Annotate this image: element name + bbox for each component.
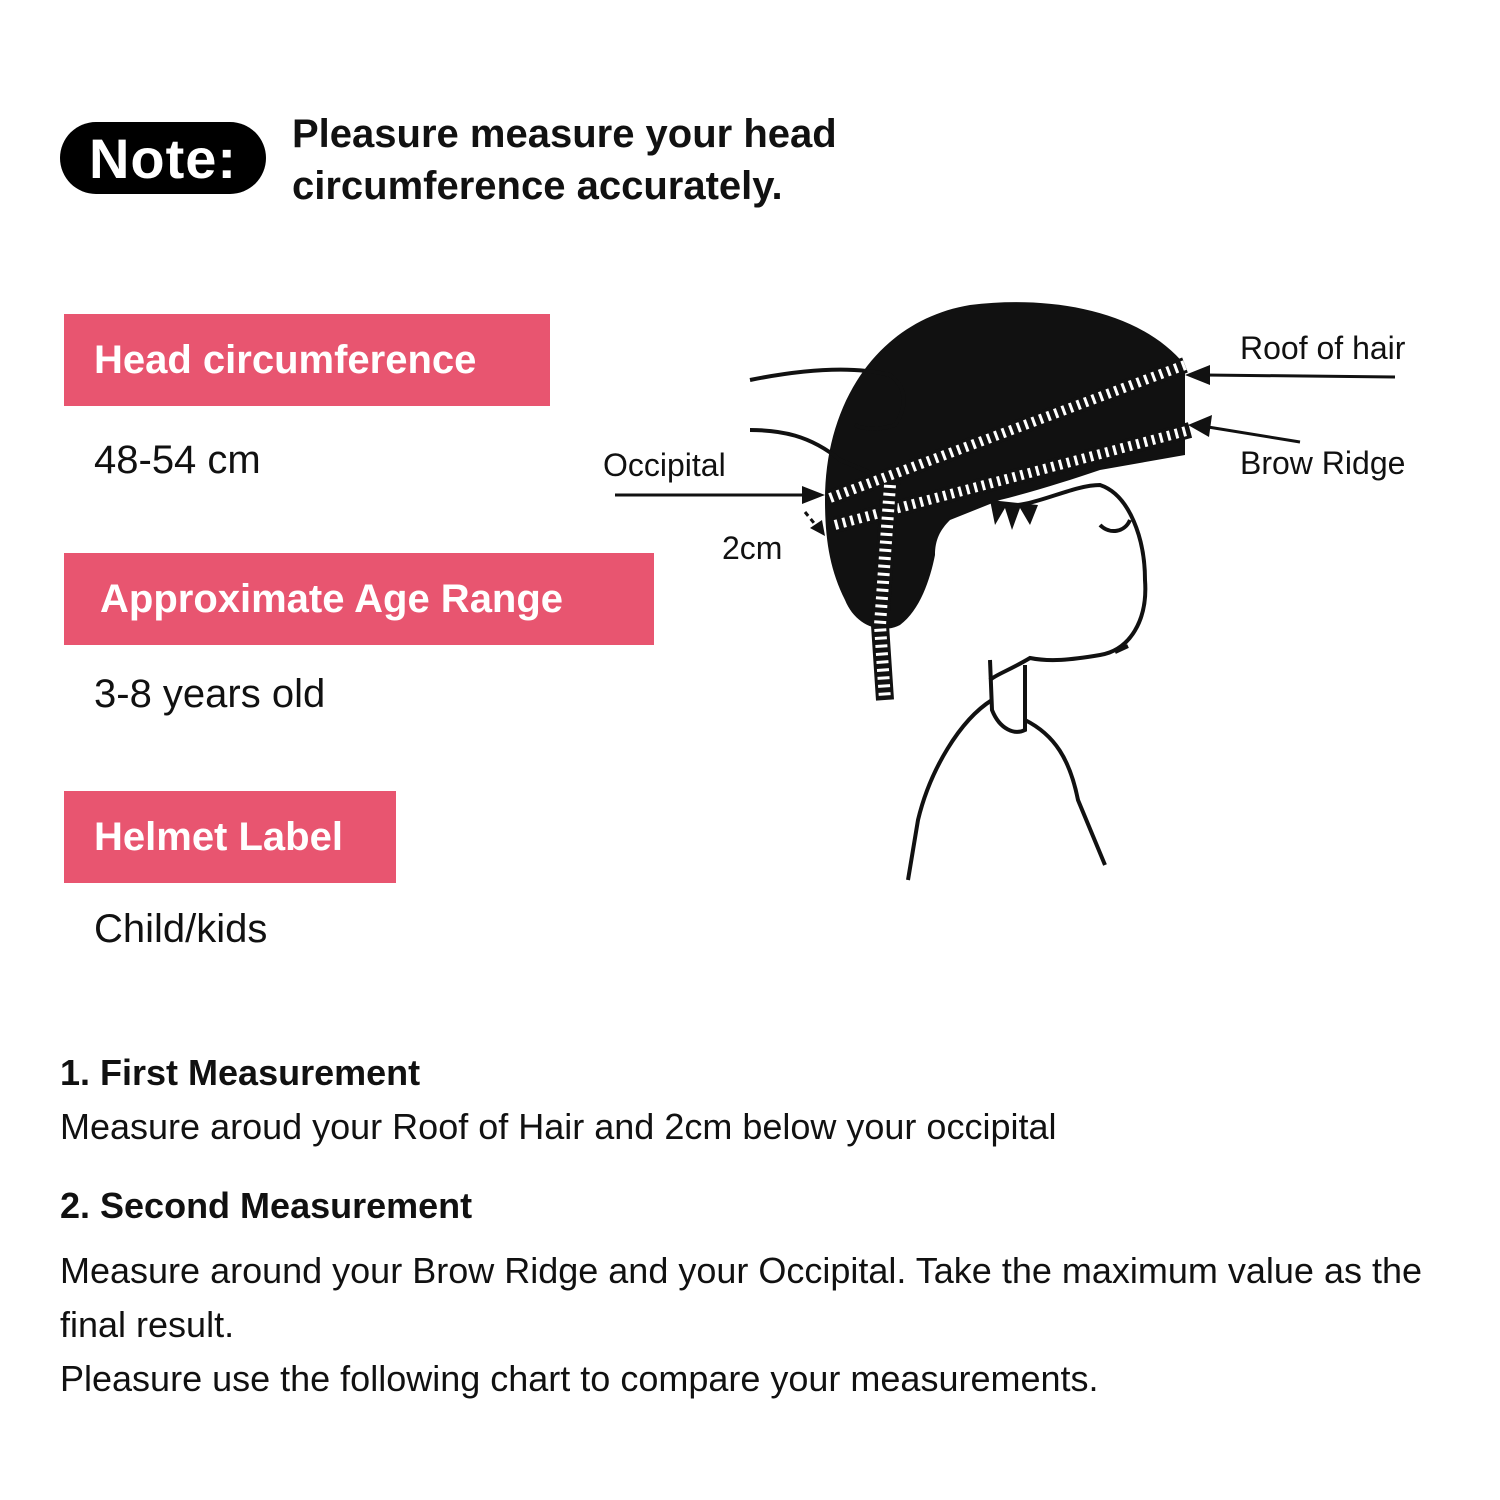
offset-2cm-label: 2cm <box>722 530 783 566</box>
shoulders <box>908 700 992 880</box>
second-measurement-text: Measure around your Brow Ridge and your Occipital. Take the maximum value as the final result. <box>60 1250 1423 1345</box>
head-circumference-label: Head circumference <box>64 314 550 406</box>
shoulders-right <box>1025 720 1105 865</box>
first-measurement-text: Measure aroud your Roof of Hair and 2cm below your occipital <box>60 1106 1057 1147</box>
second-measurement-title: 2. Second Measurement <box>60 1185 473 1226</box>
first-measurement-title: 1. First Measurement <box>60 1052 421 1093</box>
note-badge: Note: <box>60 122 266 194</box>
head-circumference-value: 48-54 cm <box>94 438 261 482</box>
head-measurement-illustration <box>600 280 1500 900</box>
compare-chart-text: Pleasure use the following chart to compare your measurements. <box>60 1358 1099 1399</box>
brow-ridge-label: Brow Ridge <box>1240 445 1406 481</box>
helmet-label-label: Helmet Label <box>64 791 396 883</box>
eye-closed <box>1100 520 1130 531</box>
age-range-value: 3-8 years old <box>94 672 326 716</box>
note-text: Pleasure measure your head circumference accurately. <box>292 112 837 208</box>
occipital-label: Occipital <box>603 447 726 483</box>
age-range-label: Approximate Age Range <box>64 553 654 645</box>
roof-of-hair-label: Roof of hair <box>1240 330 1406 366</box>
helmet-label-value: Child/kids <box>94 907 268 951</box>
